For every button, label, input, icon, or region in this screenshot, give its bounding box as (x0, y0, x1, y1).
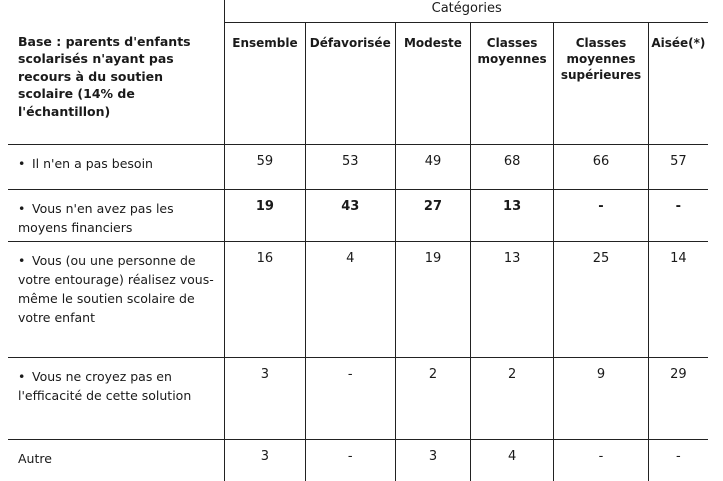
cell-value: 4 (305, 242, 395, 358)
row-label (8, 358, 225, 440)
row-label-text: Autre (18, 451, 52, 466)
row-label-text: Vous ne croyez pas en l'efficacité de cette solution (18, 369, 191, 403)
table-row (8, 440, 708, 481)
cell-value: - (305, 440, 395, 481)
column-header-classes-moyennes-superieures: Classes moyennes supérieures (554, 23, 649, 145)
cell-value: 4 (470, 440, 553, 481)
cell-value: - (554, 440, 649, 481)
cell-value: 43 (305, 190, 395, 242)
cell-value: 53 (305, 145, 395, 190)
cell-value: 59 (225, 145, 305, 190)
cell-value: 49 (395, 145, 470, 190)
row-label-text: Il n'en a pas besoin (32, 156, 153, 171)
cell-value: 9 (554, 358, 649, 440)
table-row (8, 242, 708, 358)
cell-value: 13 (470, 242, 553, 358)
column-header-classes-moyennes: Classes moyennes (470, 23, 553, 145)
cell-value: 14 (648, 242, 708, 358)
table-row (8, 190, 708, 242)
column-header-aisee: Aisée(*) (648, 23, 708, 145)
cell-value: 27 (395, 190, 470, 242)
table-row (8, 145, 708, 190)
corner-cell (8, 0, 225, 23)
cell-value: 29 (648, 358, 708, 440)
cell-value: 57 (648, 145, 708, 190)
row-label (8, 190, 225, 242)
column-header-defavorisee: Défavorisée (305, 23, 395, 145)
bullet-icon: • (18, 154, 32, 173)
survey-table (8, 0, 708, 481)
cell-value: 66 (554, 145, 649, 190)
table-row (8, 358, 708, 440)
row-label-text: Vous (ou une personne de votre entourage) réalisez vous-même le soutien scolaire de votre enfant (18, 253, 214, 325)
column-header-ensemble: Ensemble (225, 23, 305, 145)
row-label (8, 242, 225, 358)
cell-value: 2 (470, 358, 553, 440)
cell-value: 3 (225, 358, 305, 440)
row-label (8, 145, 225, 190)
bullet-icon: • (18, 367, 32, 386)
cell-value: - (648, 440, 708, 481)
cell-value: 16 (225, 242, 305, 358)
cell-value: 2 (395, 358, 470, 440)
cell-value: - (648, 190, 708, 242)
cell-value: 19 (395, 242, 470, 358)
row-label (8, 440, 225, 481)
base-label: Base : parents d'enfants scolarisés n'ayant pas recours à du soutien scolaire (14% de l'échantillon) (8, 23, 225, 145)
cell-value: 13 (470, 190, 553, 242)
cell-value: 68 (470, 145, 553, 190)
cell-value: 25 (554, 242, 649, 358)
bullet-icon: • (18, 251, 32, 270)
cell-value: - (305, 358, 395, 440)
cell-value: 3 (225, 440, 305, 481)
group-header: Catégories (225, 0, 708, 23)
row-label-text: Vous n'en avez pas les moyens financiers (18, 201, 174, 235)
cell-value: 3 (395, 440, 470, 481)
column-header-modeste: Modeste (395, 23, 470, 145)
bullet-icon: • (18, 199, 32, 218)
cell-value: - (554, 190, 649, 242)
cell-value: 19 (225, 190, 305, 242)
